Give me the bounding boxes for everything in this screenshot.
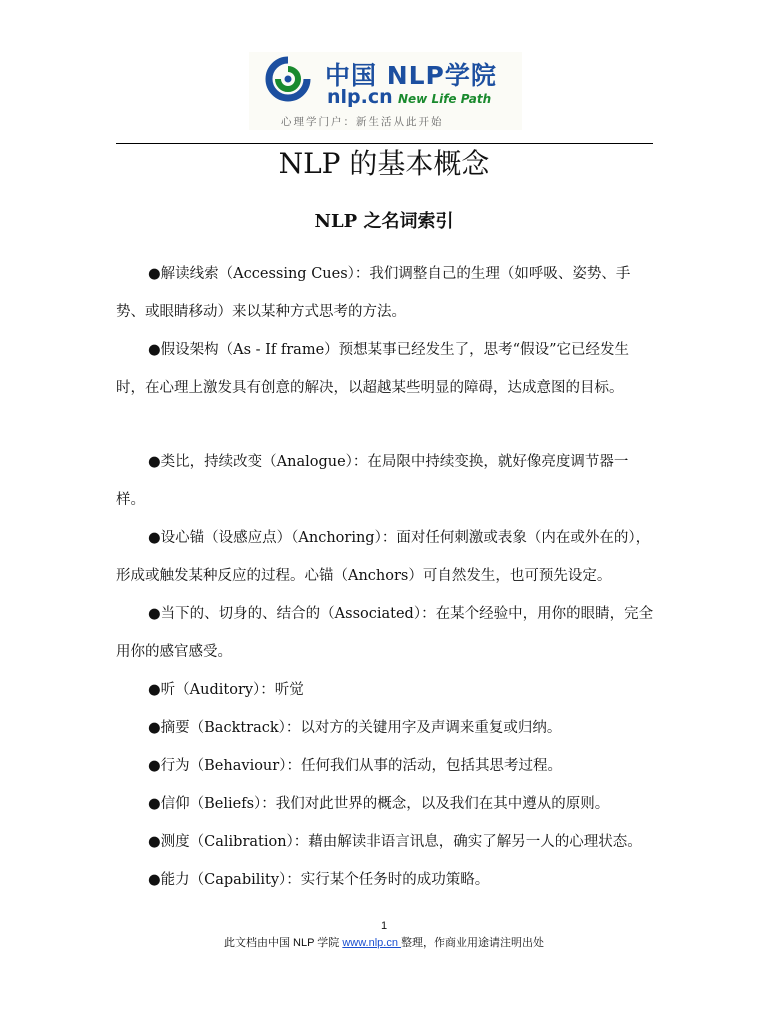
page-footer (0, 934, 768, 950)
logo-banner (249, 52, 522, 130)
footer-text-end: 整理，作商业用途请注明出处 (401, 937, 545, 949)
logo-chinese-name: 中国 NLP学院 (325, 61, 497, 90)
glossary-entry: ●信仰（Beliefs）：我们对此世界的概念，以及我们在其中遵从的原则。 (148, 796, 610, 812)
glossary-entry: ●当下的、切身的、结合的（Associated）：在某个经验中，用你的眼睛，完全用你的感官感受。 (116, 606, 654, 660)
glossary-entry: ●测度（Calibration）：藉由解读非语言讯息，确实了解另一人的心理状态。 (148, 834, 642, 850)
glossary-entry: ●行为（Behaviour）：任何我们从事的活动，包括其思考过程。 (148, 758, 562, 774)
logo-slogan: 心理学门户：新生活从此开始 (281, 116, 444, 128)
glossary-entry: ●听（Auditory）：听觉 (148, 682, 304, 698)
footer-text: 此文档由中国 NLP 学院 (223, 937, 343, 949)
nlp-swirl-logo-icon (265, 56, 311, 102)
glossary-entry: ●类比，持续改变（Analogue）：在局限中持续变换，就好像亮度调节器一样。 (116, 454, 629, 508)
glossary-entry: ●设心锚（设感应点）（Anchoring）：面对任何刺激或表象（内在或外在的），形成或触发某种反应的过程。心锚（Anchors）可自然发生，也可预先设定。 (116, 530, 651, 584)
logo-domain: nlp.cn (327, 86, 393, 108)
glossary-entry: ●能力（Capability）：实行某个任务时的成功策略。 (148, 872, 490, 888)
glossary-entry: ●假设架构（As - If frame）预想某事已经发生了，思考“假设”它已经发生时，在心理上激发具有创意的解决，以超越某些明显的障碍，达成意图的目标。 (116, 342, 629, 396)
glossary-entry: ●摘要（Backtrack）：以对方的关键用字及声调来重复或归纳。 (148, 720, 562, 736)
page-number: 1 (380, 920, 388, 932)
footer-link[interactable]: www.nlp.cn (342, 937, 402, 949)
logo-tagline: New Life Path (398, 92, 492, 106)
page-title: NLP 的基本概念 (278, 147, 490, 180)
glossary-entry: ●解读线索（Accessing Cues）：我们调整自己的生理（如呼吸、姿势、手势、或眼睛移动）来以某种方式思考的方法。 (116, 266, 631, 320)
page-subtitle: NLP 之名词索引 (314, 211, 454, 232)
